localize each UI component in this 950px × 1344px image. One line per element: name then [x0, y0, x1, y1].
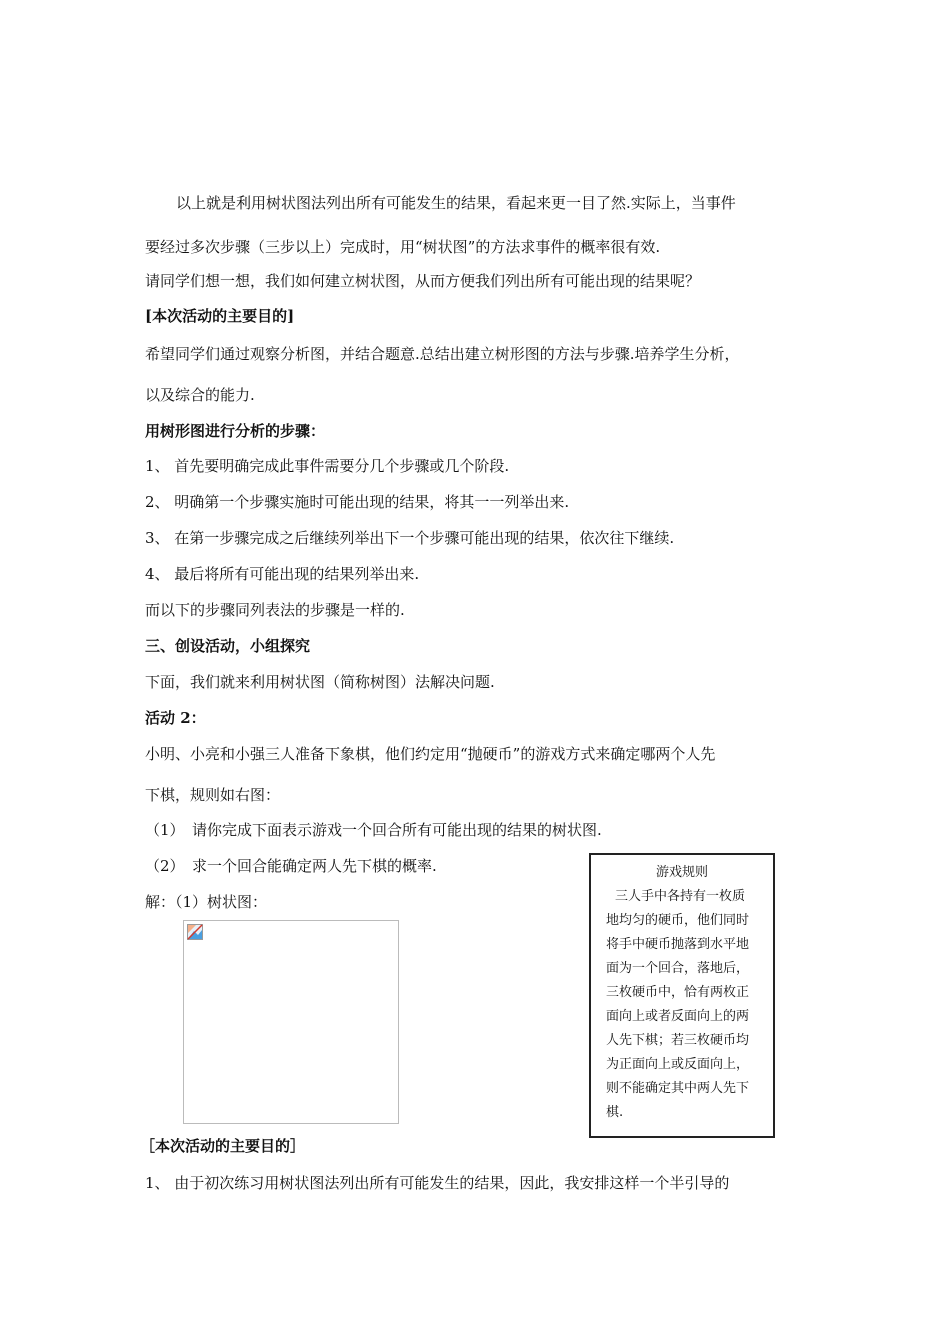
heading-activity-2: 活动 2： — [145, 709, 206, 727]
rules-line: 为正面向上或反面向上， — [606, 1057, 750, 1072]
list-item-purpose-1: 1、 由于初次练习用树状图法列出所有可能发生的结果，因此，我安排这样一个半引导的 — [145, 1174, 730, 1192]
question-2: （2） 求一个回合能确定两人先下棋的概率. — [145, 857, 437, 875]
heading-activity-purpose: [本次活动的主要目的] — [145, 307, 295, 325]
heading-tree-steps: 用树形图进行分析的步骤： — [145, 422, 326, 440]
heading-activity-purpose-2: ［本次活动的主要目的］ — [140, 1137, 306, 1155]
rules-line: 三人手中各持有一枚质 — [615, 889, 746, 904]
tree-diagram-image — [183, 920, 399, 1124]
paragraph-problem-1: 小明、小亮和小强三人准备下象棋，他们约定用“抛硬币”的游戏方式来确定哪两个人先 — [145, 745, 716, 763]
paragraph-question: 请同学们想一想，我们如何建立树状图，从而方便我们列出所有可能出现的结果呢？ — [145, 272, 701, 290]
paragraph-problem-2: 下棋，规则如右图： — [145, 786, 281, 804]
rules-line: 面向上或者反面向上的两 — [606, 1009, 750, 1024]
rules-line: 面为一个回合，落地后， — [606, 961, 750, 976]
paragraph-tree-summary-1: 以上就是利用树状图法列出所有可能发生的结果，看起来更一目了然.实际上，当事件 — [176, 194, 736, 212]
list-item-step-3: 3、 在第一步骤完成之后继续列举出下一个步骤可能出现的结果，依次往下继续. — [145, 529, 675, 547]
rules-line: 人先下棋；若三枚硬币均 — [606, 1033, 750, 1048]
paragraph-purpose-1: 希望同学们通过观察分析图，并结合题意.总结出建立树形图的方法与步骤.培养学生分析， — [145, 345, 740, 363]
rules-line: 棋. — [606, 1105, 624, 1120]
rules-line: 三枚硬币中，恰有两枚正 — [606, 985, 750, 1000]
paragraph-tree-summary-2: 要经过多次步骤（三步以上）完成时，用“树状图”的方法求事件的概率很有效. — [145, 238, 661, 256]
list-item-step-1: 1、 首先要明确完成此事件需要分几个步骤或几个阶段. — [145, 457, 510, 475]
list-item-step-4: 4、 最后将所有可能出现的结果列举出来. — [145, 565, 420, 583]
list-item-step-2: 2、 明确第一个步骤实施时可能出现的结果，将其一一列举出来. — [145, 493, 570, 511]
solution-label: 解：（1）树状图： — [145, 893, 268, 911]
paragraph-list-method: 而以下的步骤同列表法的步骤是一样的. — [145, 601, 405, 619]
rules-line: 将手中硬币抛落到水平地 — [606, 937, 750, 952]
paragraph-purpose-2: 以及综合的能力. — [145, 386, 255, 404]
question-1: （1） 请你完成下面表示游戏一个回合所有可能出现的结果的树状图. — [145, 821, 602, 839]
rules-title: 游戏规则 — [655, 865, 708, 880]
heading-section-three: 三、创设活动，小组探究 — [145, 637, 311, 655]
rules-line: 则不能确定其中两人先下 — [606, 1081, 750, 1096]
game-rules-box — [589, 853, 775, 1138]
broken-image-icon — [187, 924, 203, 940]
rules-line: 地均匀的硬币，他们同时 — [606, 913, 750, 928]
paragraph-intro: 下面，我们就来利用树状图（简称树图）法解决问题. — [145, 673, 495, 691]
